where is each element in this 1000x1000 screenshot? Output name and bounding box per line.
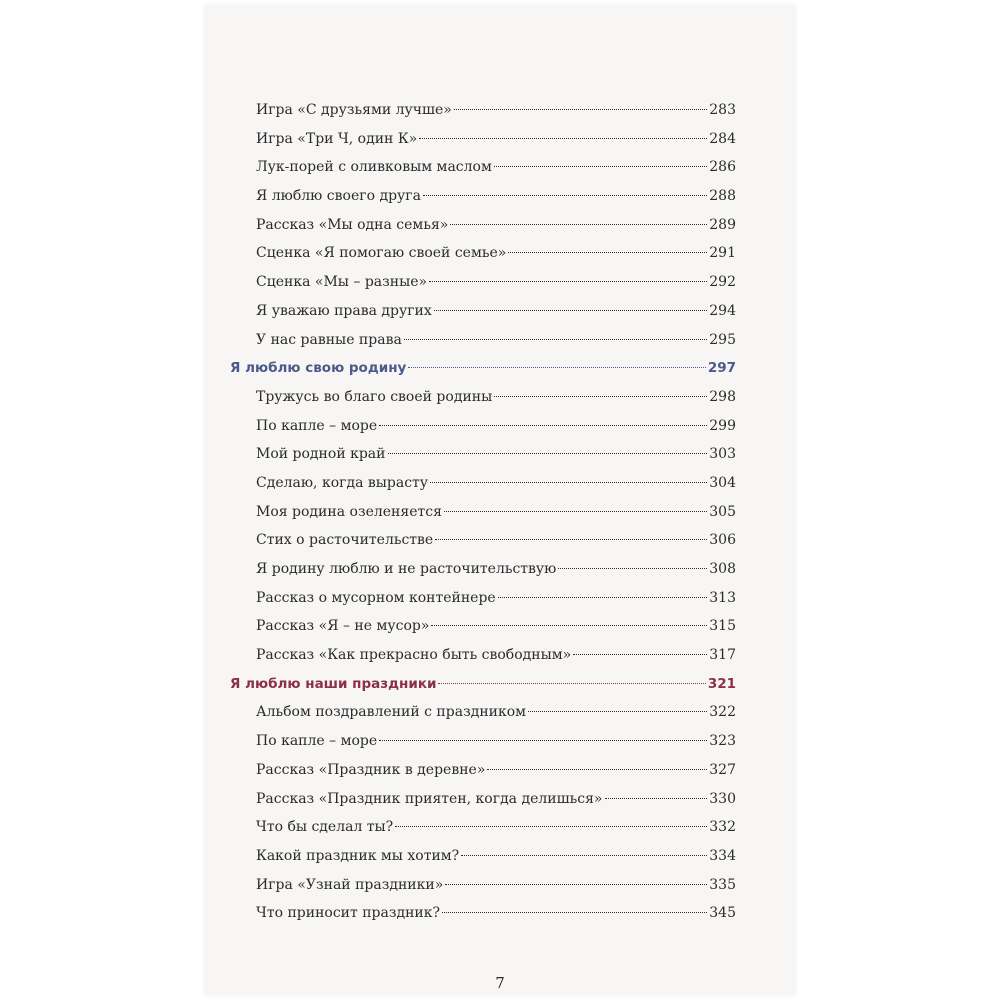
toc-entry-title: Рассказ «Праздник в деревне» (256, 761, 486, 778)
toc-entry (230, 412, 736, 441)
dot-leader (429, 281, 707, 282)
dot-leader (498, 597, 708, 598)
toc-entry-title: Игра «Узнай праздники» (256, 876, 444, 893)
toc-entry-title: Игра «Три Ч, один К» (256, 130, 418, 147)
toc-entry-page: 332 (709, 819, 736, 836)
toc-entry-title: Игра «С друзьями лучше» (256, 102, 452, 118)
toc-entry-title: Лук-порей с оливковым маслом (256, 159, 492, 176)
toc-entry-page: 321 (707, 675, 736, 692)
toc-section-entry (230, 354, 736, 383)
toc-entry (230, 211, 736, 240)
toc-entry (230, 698, 736, 727)
toc-entry-title: Сценка «Я помогаю своей семье» (256, 245, 507, 262)
toc-entry (230, 842, 736, 871)
toc-entry-title: Я люблю наши праздники (230, 675, 437, 692)
toc-entry-page: 345 (709, 905, 736, 922)
dot-leader (435, 539, 707, 540)
toc-entry-title: Рассказ о мусорном контейнере (256, 589, 496, 606)
toc-entry (230, 125, 736, 154)
dot-leader (438, 683, 705, 684)
dot-leader (388, 453, 708, 454)
toc-entry-title: Я люблю своего друга (256, 188, 421, 205)
toc-entry-page: 315 (709, 618, 736, 635)
toc-entry (230, 641, 736, 670)
dot-leader (444, 511, 707, 512)
dot-leader (419, 138, 707, 139)
toc-entry (230, 469, 736, 498)
toc-entry-title: Альбом поздравлений с праздником (256, 704, 527, 721)
toc-entry (230, 899, 736, 928)
toc-entry-page: 294 (709, 302, 736, 319)
toc-entry-page: 306 (709, 532, 736, 549)
toc-entry-page: 297 (707, 360, 736, 377)
toc-entry-page: 289 (709, 216, 736, 233)
toc-entry (230, 526, 736, 555)
dot-leader (508, 252, 707, 253)
dot-leader (605, 798, 708, 799)
toc-entry-page: 298 (709, 388, 736, 405)
toc-entry (230, 297, 736, 326)
toc-entry-title: По капле – море (256, 733, 378, 750)
toc-entry-page: 330 (709, 790, 736, 807)
toc-entry-page: 288 (709, 188, 736, 205)
toc-entry-title: Какой праздник мы хотим? (256, 847, 460, 864)
toc-entry-page: 292 (709, 274, 736, 291)
toc-entry (230, 383, 736, 412)
toc-entry-page: 317 (709, 647, 736, 664)
toc-entry-page: 322 (709, 704, 736, 721)
toc-entry-title: Рассказ «Праздник приятен, когда делишься» (256, 790, 603, 807)
toc-entry (230, 268, 736, 297)
dot-leader (528, 711, 707, 712)
toc-entry-title: Я родину люблю и не расточительствую (256, 561, 557, 577)
dot-leader (423, 195, 707, 196)
toc-entry (230, 584, 736, 613)
toc-entry-title: Тружусь во благо своей родины (256, 388, 493, 405)
toc-entry-title: Рассказ «Мы одна семья» (256, 216, 449, 233)
dot-leader (487, 769, 707, 770)
dot-leader (395, 826, 707, 827)
toc-entry (230, 813, 736, 842)
dot-leader (442, 912, 707, 913)
toc-entry-title: Что бы сделал ты? (256, 819, 394, 836)
toc-entry-page: 334 (709, 847, 736, 864)
toc-entry-title: Моя родина озеленяется (256, 503, 442, 520)
table-of-contents (230, 96, 736, 928)
toc-entry-page: 327 (709, 761, 736, 778)
toc-entry (230, 871, 736, 900)
toc-entry-page: 303 (709, 446, 736, 463)
dot-leader (431, 625, 707, 626)
toc-entry-title: Сделаю, когда вырасту (256, 474, 429, 491)
toc-entry-page: 284 (709, 130, 736, 147)
toc-entry-title: Что приносит праздник? (256, 905, 441, 922)
toc-entry-page: 299 (709, 417, 736, 434)
dot-leader (434, 310, 707, 311)
dot-leader (408, 367, 705, 368)
toc-entry-page: 305 (709, 503, 736, 520)
toc-entry-page: 304 (709, 474, 736, 491)
dot-leader (445, 884, 707, 885)
toc-entry (230, 153, 736, 182)
toc-entry-page: 286 (709, 159, 736, 176)
toc-entry (230, 555, 736, 584)
toc-entry (230, 182, 736, 211)
toc-entry-page: 291 (709, 245, 736, 262)
toc-entry (230, 785, 736, 814)
dot-leader (461, 855, 707, 856)
toc-entry-page: 283 (709, 102, 736, 118)
toc-section-entry (230, 670, 736, 699)
page-number: 7 (495, 974, 505, 992)
toc-entry (230, 326, 736, 355)
toc-entry-title: Стих о расточительстве (256, 532, 434, 549)
dot-leader (558, 568, 707, 569)
dot-leader (450, 224, 707, 225)
toc-entry (230, 239, 736, 268)
toc-entry-title: Мой родной край (256, 446, 386, 463)
toc-entry-page: 335 (709, 876, 736, 893)
toc-entry-title: Я люблю свою родину (230, 360, 407, 377)
toc-entry-title: Рассказ «Я – не мусор» (256, 618, 430, 635)
dot-leader (573, 654, 707, 655)
toc-entry-title: По капле – море (256, 417, 378, 434)
toc-entry-title: Рассказ «Как прекрасно быть свободным» (256, 647, 572, 664)
toc-entry (230, 96, 736, 125)
dot-leader (379, 740, 707, 741)
toc-entry (230, 727, 736, 756)
toc-entry-page: 295 (709, 331, 736, 348)
dot-leader (494, 396, 707, 397)
toc-entry (230, 756, 736, 785)
toc-entry-page: 308 (709, 561, 736, 577)
toc-entry-page: 323 (709, 733, 736, 750)
toc-entry (230, 440, 736, 469)
toc-entry (230, 498, 736, 527)
toc-entry (230, 612, 736, 641)
toc-entry-title: Я уважаю права других (256, 302, 432, 319)
toc-entry-page: 313 (709, 589, 736, 606)
dot-leader (430, 482, 707, 483)
toc-entry-title: У нас равные права (256, 331, 402, 348)
dot-leader (494, 166, 707, 167)
toc-entry-title: Сценка «Мы – разные» (256, 274, 428, 291)
dot-leader (454, 109, 707, 110)
dot-leader (379, 425, 707, 426)
dot-leader (404, 339, 707, 340)
